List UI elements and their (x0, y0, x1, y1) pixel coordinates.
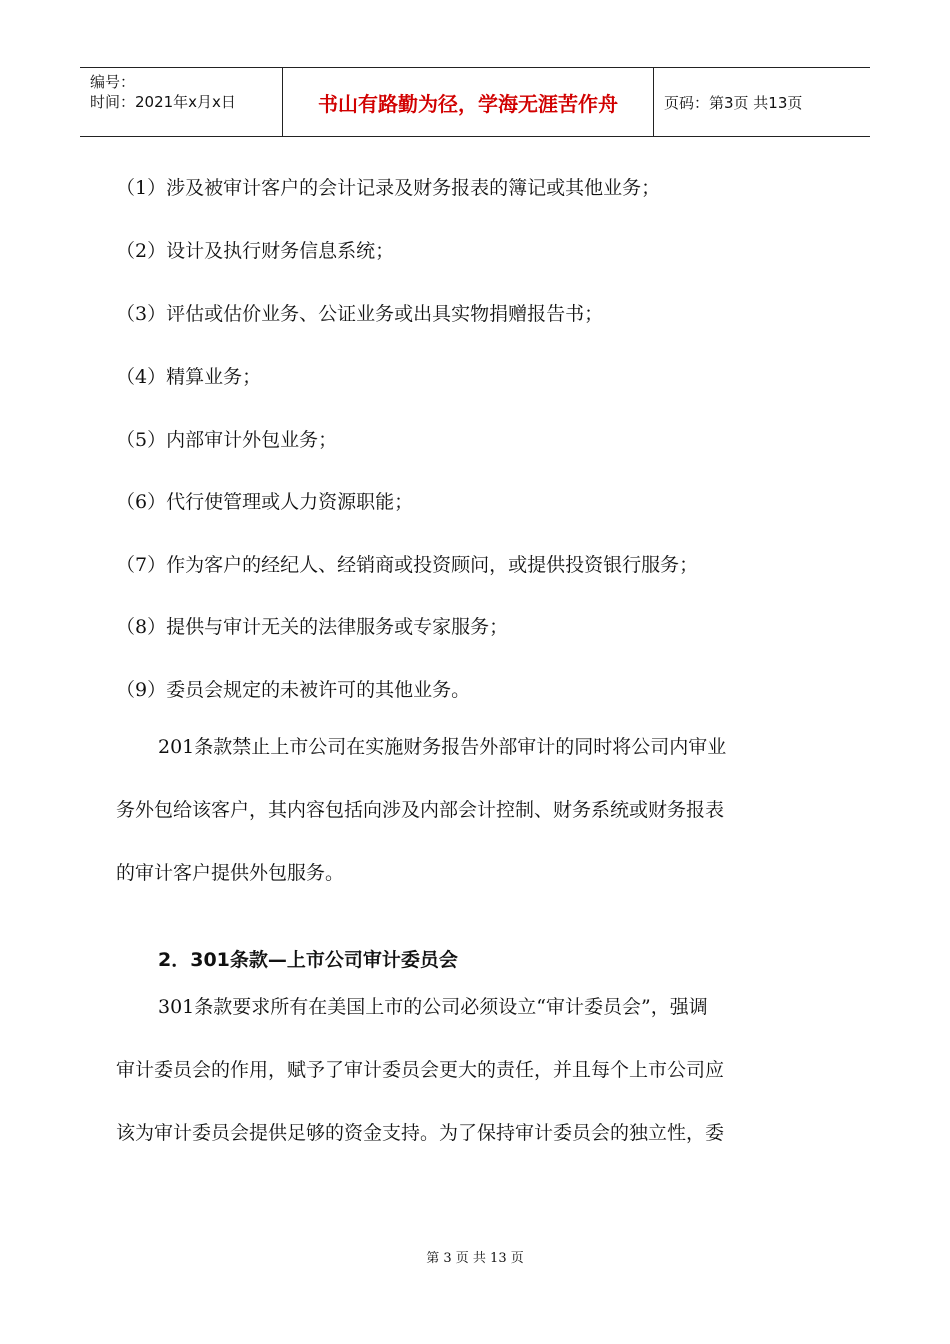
list-item: （3）评估或估价业务、公证业务或出具实物捐赠报告书； (116, 303, 604, 325)
list-item: （6）代行使管理或人力资源职能； (116, 491, 414, 513)
paragraph-line: 301条款要求所有在美国上市的公司必须设立“审计委员会”，强调 (158, 996, 708, 1018)
header-motto: 书山有路勤为径，学海无涯苦作舟 (282, 68, 654, 136)
document-number-label: 编号： (90, 73, 136, 91)
page-footer: 第 3 页 共 13 页 (426, 1251, 524, 1266)
list-item: （7）作为客户的经纪人、经销商或投资顾问，或提供投资银行服务； (116, 554, 699, 576)
paragraph-line: 务外包给该客户，其内容包括向涉及内部会计控制、财务系统或财务报表 (116, 799, 725, 821)
paragraph-201 (116, 716, 836, 905)
list-item: （1）涉及被审计客户的会计记录及财务报表的簿记或其他业务； (116, 177, 661, 199)
list-item: （8）提供与审计无关的法律服务或专家服务； (116, 616, 509, 638)
paragraph-line: 的审计客户提供外包服务。 (116, 862, 345, 884)
paragraph-301 (116, 976, 836, 1165)
list-item: （9）委员会规定的未被许可的其他业务。 (116, 679, 471, 701)
paragraph-line: 该为审计委员会提供足够的资金支持。为了保持审计委员会的独立性，委 (116, 1122, 725, 1144)
document-date: 时间：2021年x月x日 (90, 93, 236, 111)
section-heading: 2．301条款—上市公司审计委员会 (158, 949, 458, 971)
header-page-info: 页码：第3页 共13页 (664, 93, 803, 112)
paragraph-line: 201条款禁止上市公司在实施财务报告外部审计的同时将公司内审业 (158, 736, 727, 758)
list-item: （5）内部审计外包业务； (116, 429, 338, 451)
page-header (80, 67, 870, 137)
list-item: （2）设计及执行财务信息系统； (116, 240, 395, 262)
list-item: （4）精算业务； (116, 366, 262, 388)
paragraph-line: 审计委员会的作用，赋予了审计委员会更大的责任，并且每个上市公司应 (116, 1059, 725, 1081)
header-meta (80, 68, 282, 136)
